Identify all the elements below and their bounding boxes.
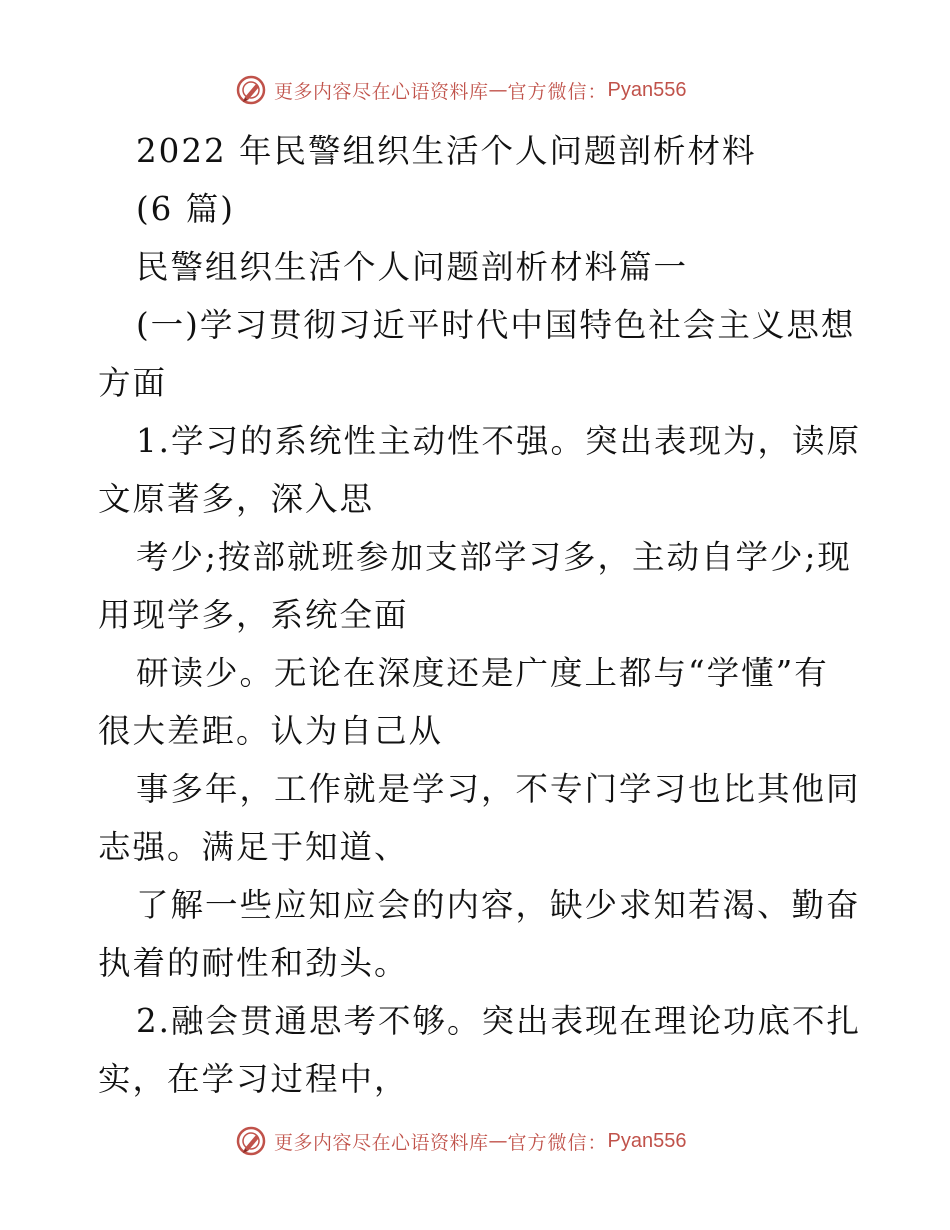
watermark-dash: — bbox=[488, 79, 508, 101]
text-line: 了解一些应知应会的内容，缺少求知若渴、勤奋 bbox=[136, 886, 861, 924]
watermark-dash: — bbox=[488, 1130, 508, 1152]
watermark-id: Pyan556 bbox=[607, 1129, 687, 1152]
header-watermark bbox=[236, 72, 687, 108]
pen-logo-icon bbox=[236, 75, 266, 105]
text-line: 执着的耐性和劲头。 bbox=[98, 944, 409, 982]
footer-watermark bbox=[236, 1123, 687, 1159]
text-line: 1.学习的系统性主动性不强。突出表现为，读原 bbox=[136, 422, 862, 460]
text-line: 用现学多，系统全面 bbox=[98, 596, 409, 634]
subsection-heading: (一)学习贯彻习近平时代中国特色社会主义思想 bbox=[136, 306, 856, 344]
watermark-label: 官方微信： bbox=[507, 80, 608, 103]
text-line: 很大差距。认为自己从 bbox=[98, 712, 444, 750]
section-heading: 民警组织生活个人问题剖析材料篇一 bbox=[136, 248, 689, 286]
text-line: 志强。满足于知道、 bbox=[98, 828, 409, 866]
text-line: 研读少。无论在深度还是广度上都与“学懂”有 bbox=[136, 654, 829, 692]
text-line: 方面 bbox=[98, 364, 168, 402]
pen-logo-icon bbox=[236, 1126, 266, 1156]
document-title-line-1: 2022 年民警组织生活个人问题剖析材料 bbox=[136, 132, 757, 170]
document-title-line-2: (6 篇) bbox=[136, 190, 235, 228]
text-line: 事多年，工作就是学习，不专门学习也比其他同 bbox=[136, 770, 861, 808]
watermark-id: Pyan556 bbox=[607, 78, 687, 101]
text-line: 考少;按部就班参加支部学习多，主动自学少;现 bbox=[136, 538, 852, 576]
text-line: 2.融会贯通思考不够。突出表现在理论功底不扎 bbox=[136, 1002, 862, 1040]
document-body bbox=[98, 122, 862, 1108]
watermark-label: 官方微信： bbox=[507, 1131, 608, 1154]
text-line: 文原著多，深入思 bbox=[98, 480, 375, 518]
watermark-text: 更多内容尽在心语资料库 bbox=[274, 1131, 489, 1154]
watermark-text: 更多内容尽在心语资料库 bbox=[274, 80, 489, 103]
text-line: 实，在学习过程中， bbox=[98, 1060, 409, 1098]
